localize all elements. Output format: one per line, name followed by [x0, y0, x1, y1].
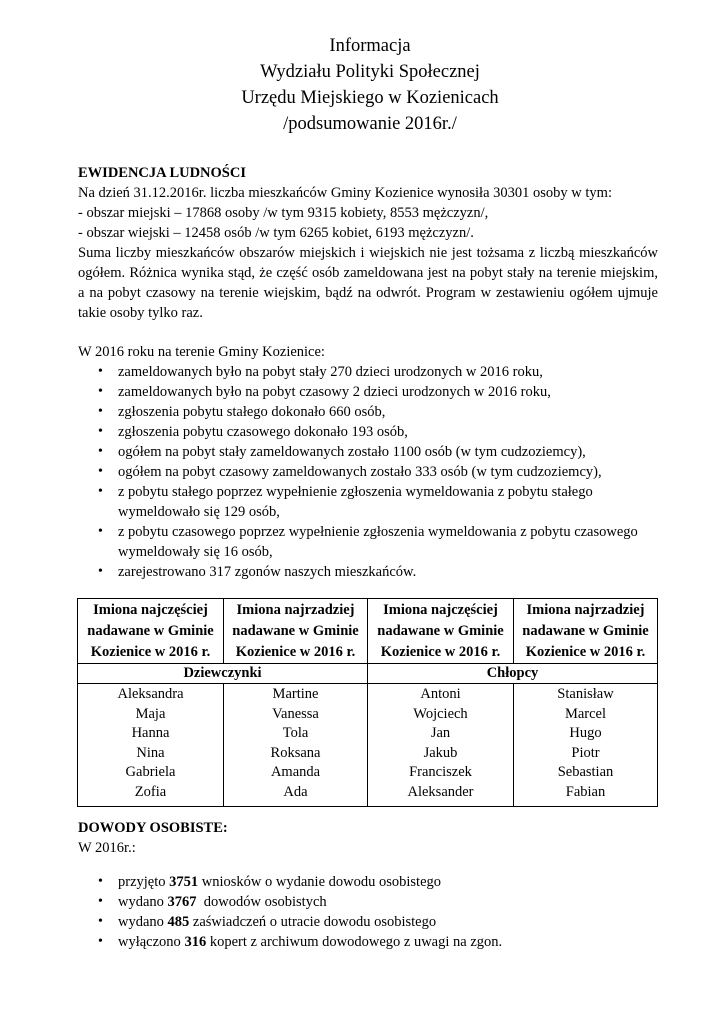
names-table — [77, 598, 658, 807]
id-cards-list — [78, 872, 658, 952]
list-item — [78, 932, 658, 952]
list-item — [78, 892, 658, 912]
name-entry: Roksana — [270, 744, 321, 761]
name-entry: Nina — [136, 744, 165, 761]
list-item — [78, 522, 663, 562]
names-column — [224, 684, 368, 807]
list-item-text: • z pobytu czasowego poprzez wypełnienie zgłoszenia wymeldowania z pobytu czasowego wymeldowały się 16 osób, — [118, 524, 638, 560]
item-text: dowodów osobistych — [196, 894, 327, 910]
item-number: 485 — [167, 914, 190, 930]
name-entry: Tola — [282, 725, 309, 742]
year-2016-intro: W 2016 roku na terenie Gminy Kozienice: — [78, 344, 325, 360]
girls-group-header: Dziewczynki — [78, 664, 368, 684]
id-cards-heading: DOWODY OSOBISTE: — [78, 820, 228, 836]
name-entry: Vanessa — [272, 705, 319, 722]
item-text: wydano — [118, 894, 168, 910]
list-item-text: • zameldowanych było na pobyt czasowy 2 dzieci urodzonych w 2016 roku, — [118, 384, 551, 400]
list-item-text: • zarejestrowano 317 zgonów naszych mieszkańców. — [118, 564, 417, 580]
item-text: kopert z archiwum dowodowego z uwagi na zgon. — [206, 934, 503, 950]
title-line: Informacja — [329, 36, 411, 56]
id-cards-section — [78, 818, 658, 952]
list-item — [78, 462, 658, 482]
item-text: wydano — [118, 914, 168, 930]
name-entry: Marcel — [564, 705, 607, 722]
item-number: 3767 — [167, 894, 197, 910]
name-entry: Antoni — [420, 686, 461, 702]
name-entry: Hanna — [131, 725, 170, 742]
list-item-text: • zgłoszenia pobytu czasowego dokonało 193 osób, — [118, 424, 408, 440]
year-2016-section — [78, 342, 658, 582]
population-line: - obszar wiejski – 12458 osób /w tym 6265 kobiet, 6193 mężczyzn/. — [78, 225, 474, 241]
list-item — [78, 562, 658, 582]
list-item — [78, 912, 658, 932]
table-header: Imiona najczęściej nadawane w Gminie Kozienice w 2016 r. — [78, 599, 224, 664]
name-entry: Martine — [272, 686, 319, 702]
table-header: Imiona najrzadziej nadawane w Gminie Kozienice w 2016 r. — [224, 599, 368, 664]
name-entry: Jan — [430, 725, 451, 742]
name-entry: Aleksander — [407, 783, 474, 800]
table-header: Imiona najczęściej nadawane w Gminie Kozienice w 2016 r. — [368, 599, 514, 664]
item-text: wyłączono — [118, 934, 185, 950]
item-number: 316 — [184, 934, 207, 950]
list-item-text: • zameldowanych było na pobyt stały 270 dzieci urodzonych w 2016 roku, — [118, 364, 543, 380]
list-item — [78, 422, 658, 442]
name-entry: Wojciech — [413, 705, 468, 722]
list-item-text: • ogółem na pobyt stały zameldowanych zostało 1100 osób (w tym cudzoziemcy), — [118, 444, 586, 460]
name-entry: Fabian — [565, 783, 606, 800]
id-cards-intro: W 2016r.: — [78, 840, 136, 856]
population-paragraph: Suma liczby mieszkańców obszarów miejskich i wiejskich nie jest tożsama z liczbą mieszkańców ogółem. Różnica wynika stąd, że część osób zameldowana jest na pobyt stały na terenie miejskim, a na pobyt czasowy na terenie wiejskim, bądź na odwrót. Program w zestawieniu ogółem ujmuje takie osoby tylko raz. — [78, 245, 658, 321]
name-entry: Stanisław — [557, 686, 614, 702]
population-line: - obszar miejski – 17868 osoby /w tym 9315 kobiety, 8553 mężczyzn/, — [78, 205, 489, 221]
list-item-text: • zgłoszenia pobytu stałego dokonało 660 osób, — [118, 404, 386, 420]
names-column — [514, 684, 658, 807]
name-entry: Amanda — [270, 764, 321, 781]
item-text: przyjęto — [118, 874, 170, 890]
table-header: Imiona najrzadziej nadawane w Gminie Kozienice w 2016 r. — [514, 599, 658, 664]
item-number: 3751 — [169, 874, 199, 890]
list-item-text: • z pobytu stałego poprzez wypełnienie zgłoszenia wymeldowania z pobytu stałego wymeldowało się 129 osób, — [118, 484, 593, 520]
name-entry: Piotr — [571, 744, 600, 761]
population-heading: EWIDENCJA LUDNOŚCI — [78, 165, 246, 181]
list-item — [78, 362, 658, 382]
item-text: zaświadczeń o utracie dowodu osobistego — [189, 914, 437, 930]
list-item — [78, 872, 658, 892]
title-line: Wydziału Polityki Społecznej — [260, 62, 480, 82]
name-entry: Sebastian — [557, 764, 614, 781]
list-item — [78, 482, 618, 522]
title-line: Urzędu Miejskiego w Kozienicach — [241, 88, 499, 108]
name-entry: Gabriela — [125, 764, 176, 781]
list-item — [78, 442, 658, 462]
name-entry: Maja — [135, 705, 166, 722]
population-line: Na dzień 31.12.2016r. liczba mieszkańców Gminy Kozienice wynosiła 30301 osoby w tym: — [78, 185, 612, 201]
item-text: wniosków o wydanie dowodu osobistego — [198, 874, 442, 890]
boys-group-header: Chłopcy — [368, 664, 658, 684]
population-section — [78, 163, 658, 323]
name-entry: Hugo — [569, 725, 602, 742]
list-item-text: • ogółem na pobyt czasowy zameldowanych zostało 333 osób (w tym cudzoziemcy), — [118, 464, 602, 480]
name-entry: Jakub — [423, 744, 458, 761]
name-entry: Zofia — [134, 783, 167, 800]
document-title — [0, 33, 725, 137]
list-item — [78, 382, 658, 402]
names-column — [368, 684, 514, 807]
names-column — [78, 684, 224, 807]
name-entry: Aleksandra — [117, 686, 184, 702]
title-line: /podsumowanie 2016r./ — [283, 114, 457, 134]
name-entry: Franciszek — [409, 764, 472, 781]
name-entry: Ada — [283, 783, 308, 800]
year-2016-list — [78, 362, 658, 582]
list-item — [78, 402, 658, 422]
